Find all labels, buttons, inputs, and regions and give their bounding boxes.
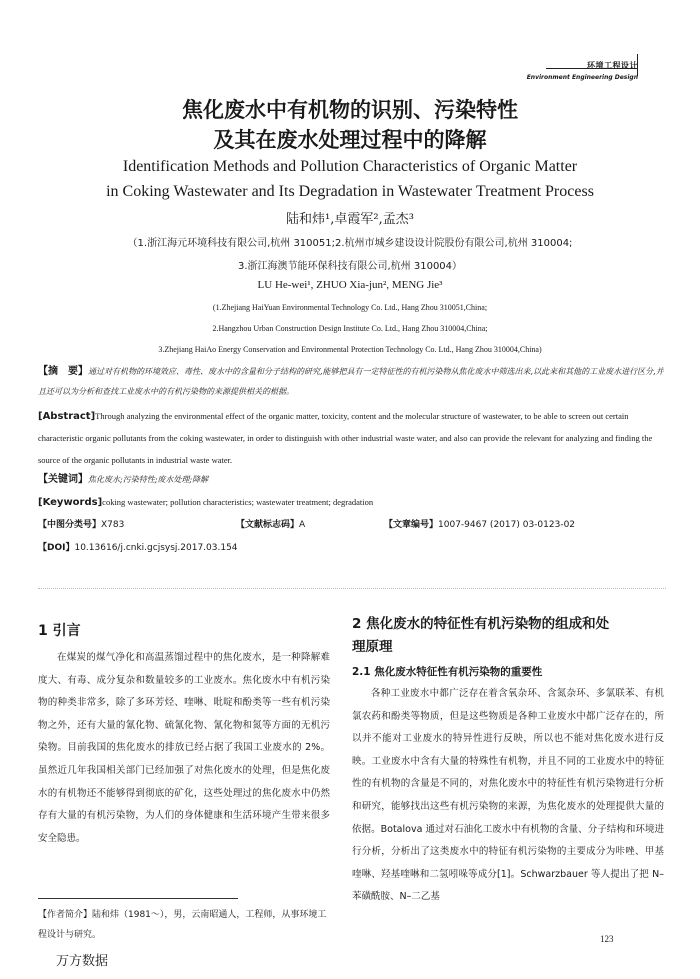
- section-1-paragraph: 在煤炭的煤气净化和高温蒸馏过程中的焦化废水，是一种降解难度大、有毒、成分复杂和数量较多的工业废水。焦化废水中有机污染物的种类非常多，除了多环芳烃、喹啉、吡啶和酚类等一些有机污染物之外，还有大量的氰化物、硫氰化物、氰化物和氮等方面的无机污染物。目前我国的焦化废水的排放已经占据了我国工业废水的 2%。虽然近几年我国相关部门已经加强了对焦化废水的处理，但是焦化废水的有机物还不能够得到彻底的矿化，这些处理过的焦化废水中仍然存有大量的有机污染物，为人们的身体健康和生活环境产生带来很多安全隐患。: [38, 652, 330, 844]
- affiliation-cn-2: 3.浙江海澳节能环保科技有限公司,杭州 310004）: [237, 261, 463, 272]
- title-cn-line2: 及其在废水处理过程中的降解: [213, 128, 487, 152]
- keywords-en: [38, 493, 666, 513]
- doc-code-field: [236, 517, 305, 530]
- author-footnote: 【作者简介】陆和炜（1981～），男，云南昭通人，工程师，从事环境工程设计与研究。: [38, 910, 327, 940]
- section-2-heading-line2: 理原理: [352, 639, 393, 655]
- clc-field: [38, 517, 124, 530]
- section-2-heading-line1: 2 焦化废水的特征性有机污染物的组成和处: [352, 616, 610, 632]
- keywords-cn-text: 焦化废水;污染特性;废水处理;降解: [88, 475, 209, 484]
- footnote-rule: [38, 898, 238, 899]
- abstract-cn-label: 【摘 要】: [38, 366, 88, 377]
- article-id-value: 1007-9467 (2017) 03-0123-02: [438, 520, 576, 530]
- doc-code-value: A: [299, 520, 306, 530]
- abstract-en: [38, 406, 666, 472]
- affiliation-cn-1: （1.浙江海元环境科技有限公司,杭州 310051;2.杭州市城乡建设设计院股份有限公司,杭州 310004;: [127, 238, 573, 249]
- section-2-paragraph: 各种工业废水中都广泛存在着含氧杂环、含氮杂环、多氯联苯、有机氯农药和酚类等物质，但是这些物质是各种工业废水中都广泛存在的，所以并不能对工业废水的特异性进行反映，所以也不能对焦化废水进行反映。工业废水中含有大量的特殊性有机物，并且不同的工业废水中的特征性的有机物的含量是不同的，对焦化废水中的特征性有机污染物进行分析和研究，能够找出这些有机污染物的来源，为焦化废水的处理提供大量的依据。Botalova 通过对石油化工废水中有机物的含量、分子结构和环境进行分析，分析出了这类废水中的特征有机污染物的主要成分为咔唑、甲基喹啉、羟基喹啉和二氢吲哚等成分[1]。Schwarzbauer 等人提出了把 N–苯磺酰胺、N–二乙基: [352, 688, 664, 903]
- journal-name-cn: 环境工程设计: [587, 61, 638, 70]
- affiliation-en-1: (1.Zhejiang HaiYuan Environmental Technology Co. Ltd., Hang Zhou 310051,China;: [212, 303, 488, 312]
- article-id-label: 【文章编号】: [384, 520, 439, 530]
- classification-row: [38, 517, 666, 537]
- affiliation-en-3: 3.Zhejiang HaiAo Energy Conservation and Environmental Protection Technology Co. Ltd., Hang Zhou 310004,China): [158, 345, 542, 354]
- title-en-line2: in Coking Wastewater and Its Degradation in Wastewater Treatment Process: [106, 183, 594, 200]
- keywords-en-label: [Keywords]: [38, 497, 103, 508]
- running-header: [527, 60, 638, 81]
- section-2-body: [352, 683, 664, 923]
- clc-value: X783: [101, 520, 125, 530]
- section-1-heading: 1 引言: [38, 623, 81, 639]
- abstract-cn: [38, 362, 666, 402]
- watermark: 万方数据: [56, 954, 109, 969]
- doi-value: 10.13616/j.cnki.gcjsysj.2017.03.154: [74, 543, 238, 553]
- doi-label: 【DOI】: [38, 543, 75, 553]
- clc-label: 【中图分类号】: [38, 520, 102, 530]
- abstract-en-label: [Abstract]: [38, 411, 96, 422]
- page-number: 123: [600, 934, 614, 944]
- section-2-1-heading: 2.1 焦化废水特征性有机污染物的重要性: [352, 666, 543, 678]
- title-cn-line1: 焦化废水中有机物的识别、污染特性: [182, 98, 518, 122]
- keywords-en-text: coking wastewater; pollution characteristics; wastewater treatment; degradation: [102, 497, 374, 507]
- doi-row: [38, 540, 666, 553]
- authors-cn: 陆和炜¹,卓霞军²,孟杰³: [286, 212, 414, 227]
- keywords-cn: [38, 470, 666, 490]
- authors-en: LU He-wei¹, ZHUO Xia-jun², MENG Jie³: [257, 279, 443, 291]
- article-id-field: [384, 517, 575, 530]
- section-1-body: [38, 647, 330, 850]
- affiliation-en-2: 2.Hangzhou Urban Construction Design Institute Co. Ltd., Hang Zhou 310004,China;: [212, 324, 488, 333]
- title-en-line1: Identification Methods and Pollution Characteristics of Organic Matter: [122, 158, 578, 175]
- abstract-en-text: Through analyzing the environmental effect of the organic matter, toxicity, content and the molecular structure of wastewater, to be able to screen out certain characteristic organic pollutants from the coking wastewater, in order to distinguish with other industrial waste water, and also can provide the relevant for analyzing and finding the source of the organic pollutants in industrial waste water.: [38, 411, 653, 465]
- abstract-cn-text: 通过对有机物的环境效应、毒性、废水中的含量和分子结构的研究,能够把具有一定特征性的有机污染物从焦化废水中筛选出来,以此来和其他的工业废水进行区分,并且还可以为分析和查找工业废水中的有机污染物的来源提供相关的根据。: [38, 367, 664, 396]
- keywords-cn-label: 【关键词】: [38, 474, 88, 485]
- section-2-heading: [352, 613, 664, 659]
- doc-code-label: 【文献标志码】: [236, 520, 300, 530]
- divider: [38, 588, 666, 590]
- journal-name-en: Environment Engineering Design: [526, 74, 638, 81]
